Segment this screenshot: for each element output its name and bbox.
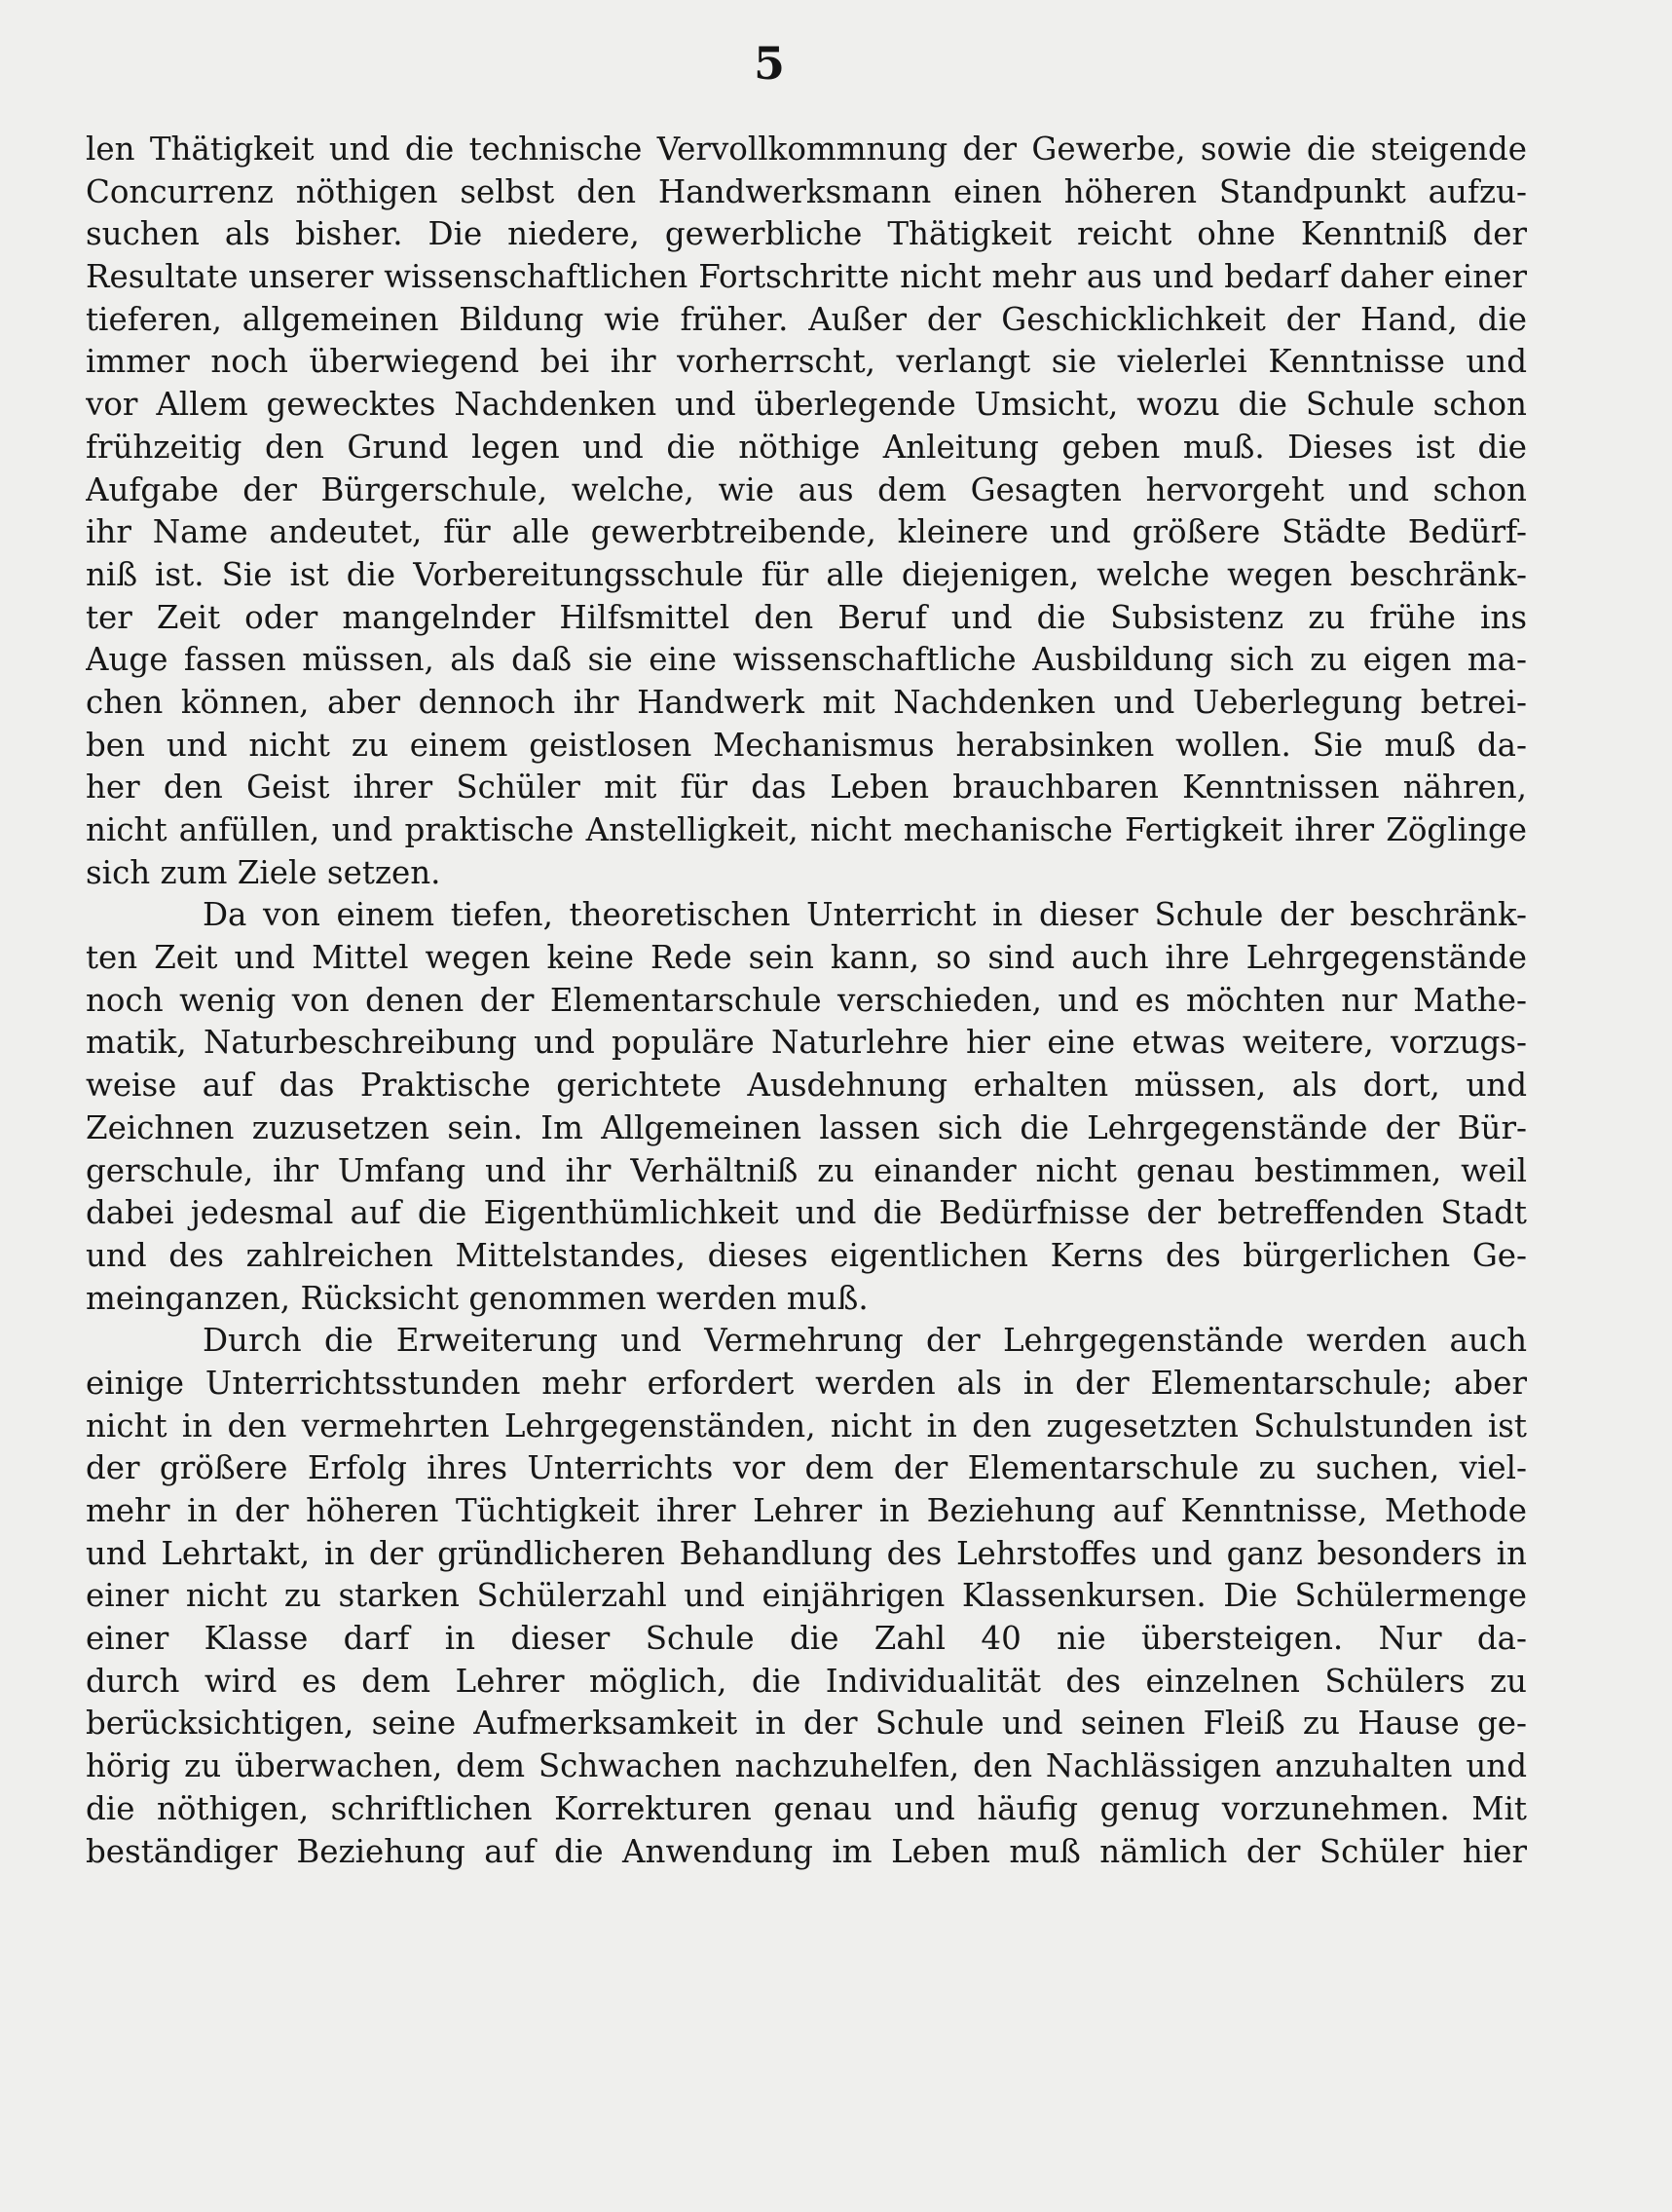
text-line: tieferen, allgemeinen Bildung wie früher. Außer der Geschicklichkeit der Hand, die xyxy=(86,300,1527,338)
text-line: dabei jedesmal auf die Eigenthümlichkeit und die Bedürfnisse der betreffenden Stadt xyxy=(86,1194,1527,1232)
text-line: meinganzen, Rücksicht genommen werden muß. xyxy=(86,1279,869,1317)
text-line: sich zum Ziele setzen. xyxy=(86,853,441,891)
body-text xyxy=(86,129,1527,1873)
text-line: matik, Naturbeschreibung und populäre Naturlehre hier eine etwas weitere, vorzugs- xyxy=(86,1024,1527,1062)
text-line: berücksichtigen, seine Aufmerksamkeit in der Schule und seinen Fleiß zu Hause ge- xyxy=(86,1705,1527,1743)
text-line: die nöthigen, schriftlichen Korrekturen genau und häufig genug vorzunehmen. Mit xyxy=(86,1789,1527,1827)
text-line: ter Zeit oder mangelnder Hilfsmittel den Beruf und die Subsistenz zu frühe ins xyxy=(86,598,1527,636)
text-line: Concurrenz nöthigen selbst den Handwerksmann einen höheren Standpunkt aufzu- xyxy=(86,172,1527,210)
text-line: len Thätigkeit und die technische Vervollkommnung der Gewerbe, sowie die steigende xyxy=(86,131,1527,168)
text-line: einer nicht zu starken Schülerzahl und einjährigen Klassenkursen. Die Schülermenge xyxy=(86,1577,1527,1615)
text-line: und Lehrtakt, in der gründlicheren Behandlung des Lehrstoffes und ganz besonders in xyxy=(86,1534,1527,1572)
text-line: Resultate unserer wissenschaftlichen Fortschritte nicht mehr aus und bedarf daher einer xyxy=(86,258,1527,296)
text-line: und des zahlreichen Mittelstandes, dieses eigentlichen Kerns des bürgerlichen Ge- xyxy=(86,1236,1527,1274)
text-line: niß ist. Sie ist die Vorbereitungsschule für alle diejenigen, welche wegen beschränk- xyxy=(86,555,1527,593)
text-line: weise auf das Praktische gerichtete Ausdehnung erhalten müssen, als dort, und xyxy=(86,1067,1527,1105)
text-line: mehr in der höheren Tüchtigkeit ihrer Lehrer in Beziehung auf Kenntnisse, Methode xyxy=(86,1492,1527,1529)
text-line: Durch die Erweiterung und Vermehrung der Lehrgegenstände werden auch xyxy=(203,1322,1527,1360)
text-line: nicht anfüllen, und praktische Anstelligkeit, nicht mechanische Fertigkeit ihrer Zöglinge xyxy=(86,811,1527,848)
text-line: gerschule, ihr Umfang und ihr Verhältniß zu einander nicht genau bestimmen, weil xyxy=(86,1151,1527,1189)
text-line: chen können, aber dennoch ihr Handwerk mit Nachdenken und Ueberlegung betrei- xyxy=(86,683,1527,721)
text-line: beständiger Beziehung auf die Anwendung im Leben muß nämlich der Schüler hier xyxy=(86,1832,1527,1870)
text-line: einer Klasse darf in dieser Schule die Zahl 40 nie übersteigen. Nur da- xyxy=(86,1620,1527,1658)
text-line: durch wird es dem Lehrer möglich, die Individualität des einzelnen Schülers zu xyxy=(86,1662,1527,1700)
text-line: noch wenig von denen der Elementarschule verschieden, und es möchten nur Mathe- xyxy=(86,981,1527,1019)
text-line: Auge fassen müssen, als daß sie eine wissenschaftliche Ausbildung sich zu eigen ma- xyxy=(86,641,1527,679)
text-line: hörig zu überwachen, dem Schwachen nachzuhelfen, den Nachlässigen anzuhalten und xyxy=(86,1747,1527,1785)
text-line: ihr Name andeutet, für alle gewerbtreibende, kleinere und größere Städte Bedürf- xyxy=(86,513,1527,551)
text-line: Zeichnen zuzusetzen sein. Im Allgemeinen lassen sich die Lehrgegenstände der Bür- xyxy=(86,1108,1527,1146)
text-line: vor Allem gewecktes Nachdenken und überlegende Umsicht, wozu die Schule schon xyxy=(86,386,1527,424)
text-line: ten Zeit und Mittel wegen keine Rede sein kann, so sind auch ihre Lehrgegenstände xyxy=(86,939,1527,977)
text-line: frühzeitig den Grund legen und die nöthige Anleitung geben muß. Dieses ist die xyxy=(86,428,1527,466)
text-line: Aufgabe der Bürgerschule, welche, wie aus dem Gesagten hervorgeht und schon xyxy=(86,470,1527,508)
text-line: der größere Erfolg ihres Unterrichts vor dem der Elementarschule zu suchen, viel- xyxy=(86,1449,1527,1487)
text-line: nicht in den vermehrten Lehrgegenständen, nicht in den zugesetzten Schulstunden ist xyxy=(86,1406,1527,1444)
text-line: immer noch überwiegend bei ihr vorherrscht, verlangt sie vielerlei Kenntnisse und xyxy=(86,343,1527,381)
text-line: einige Unterrichtsstunden mehr erfordert werden als in der Elementarschule; aber xyxy=(86,1364,1527,1402)
text-line: ben und nicht zu einem geistlosen Mechanismus herabsinken wollen. Sie muß da- xyxy=(86,726,1527,764)
text-line: her den Geist ihrer Schüler mit für das Leben brauchbaren Kenntnissen nähren, xyxy=(86,769,1527,806)
text-line: Da von einem tiefen, theoretischen Unterricht in dieser Schule der beschränk- xyxy=(203,896,1527,934)
text-line: suchen als bisher. Die niedere, gewerbliche Thätigkeit reicht ohne Kenntniß der xyxy=(86,215,1527,253)
page-number: 5 xyxy=(753,37,785,90)
